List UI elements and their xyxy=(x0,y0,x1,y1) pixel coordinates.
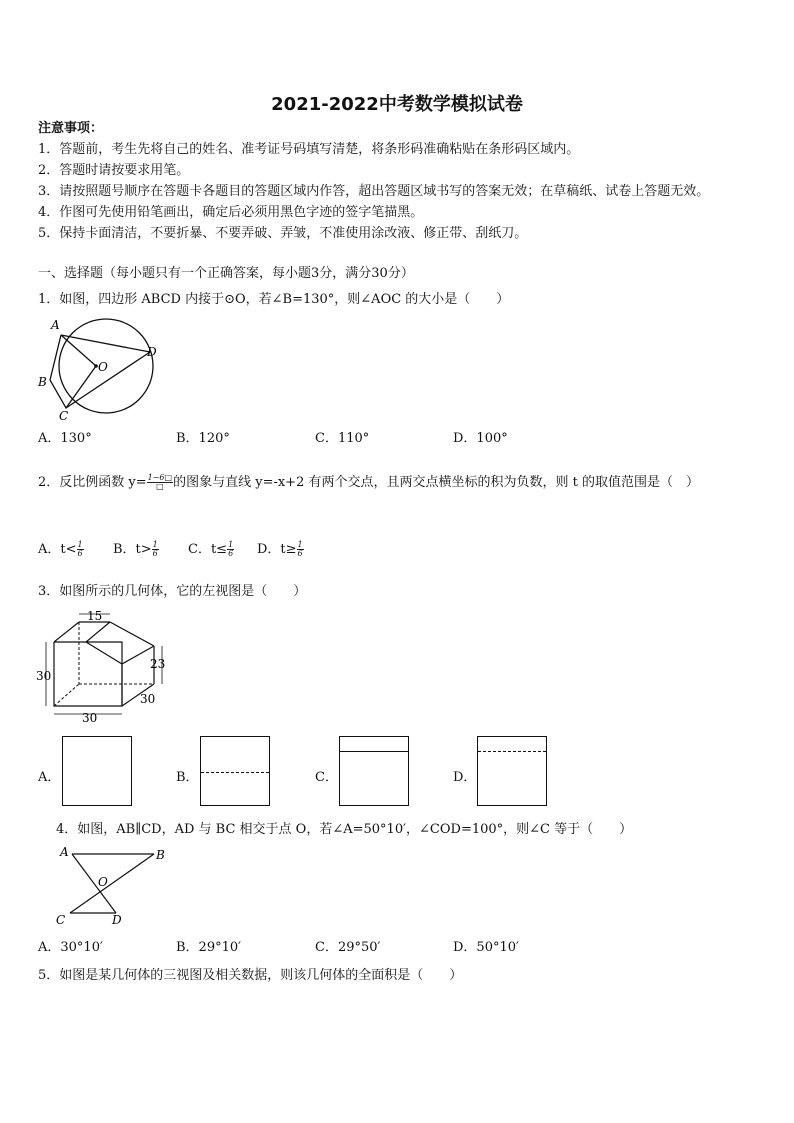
q3-option-a-square[interactable] xyxy=(62,736,132,806)
question-2-text xyxy=(38,474,699,491)
q2-option-d-label: D．t≥ xyxy=(257,542,297,557)
q4-label-b: B xyxy=(156,848,165,862)
q1-option-b[interactable]: B．120° xyxy=(176,431,230,446)
q2-option-a-num: 1 xyxy=(77,540,83,549)
q4-option-a[interactable]: A．30°10′ xyxy=(38,940,103,955)
notice-item-1: 1．答题前，考生先将自己的姓名、准考证号码填写清楚，将条形码准确粘贴在条形码区域内。 xyxy=(38,142,580,157)
parallel-lines-figure xyxy=(52,842,172,928)
question-4-text: 4．如图，AB∥CD，AD 与 BC 相交于点 O，若∠A=50°10′，∠COD=100°，则∠C 等于（ ） xyxy=(56,822,633,837)
solid-figure xyxy=(34,606,169,726)
exam-title: 2021-2022中考数学模拟试卷 xyxy=(271,94,523,115)
q2-option-a-den: 6 xyxy=(77,549,83,558)
circle-quadrilateral-figure xyxy=(34,314,164,424)
q4-label-a: A xyxy=(60,845,69,859)
q3-option-b-dashed-line xyxy=(201,772,269,773)
q4-option-b[interactable]: B．29°10′ xyxy=(176,940,242,955)
q3-option-c-solid-line xyxy=(340,751,408,752)
q2-option-c-num: 1 xyxy=(228,540,234,549)
question-1-text: 1．如图，四边形 ABCD 内接于⊙O，若∠B=130°，则∠AOC 的大小是（ ） xyxy=(38,292,510,307)
q2-option-c[interactable] xyxy=(188,538,234,558)
q2-fraction-denominator: □ xyxy=(156,482,164,491)
label-o: O xyxy=(98,360,108,374)
q2-option-d-den: 6 xyxy=(297,549,303,558)
q1-option-a[interactable]: A．130° xyxy=(38,431,92,446)
notice-item-4: 4．作图可先使用铅笔画出，确定后必须用黑色字迹的签字笔描黑。 xyxy=(38,205,424,220)
q3-option-d-dashed-line xyxy=(478,751,546,752)
notice-item-2: 2．答题时请按要求用笔。 xyxy=(38,163,190,178)
q2-fraction-numerator: 1−6□ xyxy=(147,473,173,482)
label-b: B xyxy=(38,375,47,389)
question-3-text: 3．如图所示的几何体，它的左视图是（ ） xyxy=(38,584,307,599)
q2-option-b-den: 6 xyxy=(152,549,158,558)
q1-option-d[interactable]: D．100° xyxy=(453,431,508,446)
q3-option-d-label[interactable]: D． xyxy=(453,770,477,785)
label-a: A xyxy=(51,318,60,332)
dim-left: 30 xyxy=(36,669,52,683)
notice-item-3: 3．请按照题号顺序在答题卡各题目的答题区域内作答，超出答题区域书写的答案无效；在草稿纸、试卷上答题无效。 xyxy=(38,184,710,199)
q2-option-a-label: A．t< xyxy=(38,542,77,557)
q2-option-d[interactable] xyxy=(257,538,304,558)
q1-option-c[interactable]: C．110° xyxy=(315,431,370,446)
q4-label-o: O xyxy=(98,875,108,889)
q3-option-d-square[interactable] xyxy=(477,736,547,806)
q2-option-c-den: 6 xyxy=(228,549,234,558)
q2-option-b[interactable] xyxy=(113,538,159,558)
q2-option-b-num: 1 xyxy=(152,540,158,549)
q2-option-b-label: B．t> xyxy=(113,542,152,557)
q4-label-d: D xyxy=(112,913,122,927)
dim-bottom: 30 xyxy=(82,711,98,725)
q3-option-c-label[interactable]: C． xyxy=(315,770,338,785)
q2-suffix: 的图象与直线 y=-x+2 有两个交点，且两交点横坐标的积为负数，则 t 的取值范围是（ ） xyxy=(173,475,699,490)
q4-label-c: C xyxy=(56,913,66,927)
section-heading: 一、选择题（每小题只有一个正确答案，每小题3分，满分30分） xyxy=(38,266,414,281)
notice-item-5: 5．保持卡面清洁，不要折暴、不要弄破、弄皱，不准使用涂改液、修正带、刮纸刀。 xyxy=(38,226,528,241)
question-5-text: 5．如图是某几何体的三视图及相关数据，则该几何体的全面积是（ ） xyxy=(38,968,463,983)
label-d: D xyxy=(147,345,157,359)
q2-fraction xyxy=(147,474,173,491)
label-c: C xyxy=(59,409,69,423)
q4-option-c[interactable]: C．29°50′ xyxy=(315,940,381,955)
q3-option-b-label[interactable]: B． xyxy=(176,770,199,785)
q3-option-a-label[interactable]: A． xyxy=(38,770,61,785)
q3-option-b-square[interactable] xyxy=(200,736,270,806)
q4-option-d[interactable]: D．50°10′ xyxy=(453,940,519,955)
q2-option-a[interactable] xyxy=(38,538,84,558)
dim-right: 23 xyxy=(150,657,166,671)
q2-option-d-num: 1 xyxy=(297,540,303,549)
q2-prefix: 2．反比例函数 y= xyxy=(38,475,147,490)
notice-heading: 注意事项： xyxy=(38,121,104,136)
dim-top: 15 xyxy=(87,609,103,623)
dim-depth: 30 xyxy=(140,692,156,706)
q2-option-c-label: C．t≤ xyxy=(188,542,228,557)
q3-option-c-square[interactable] xyxy=(339,736,409,806)
